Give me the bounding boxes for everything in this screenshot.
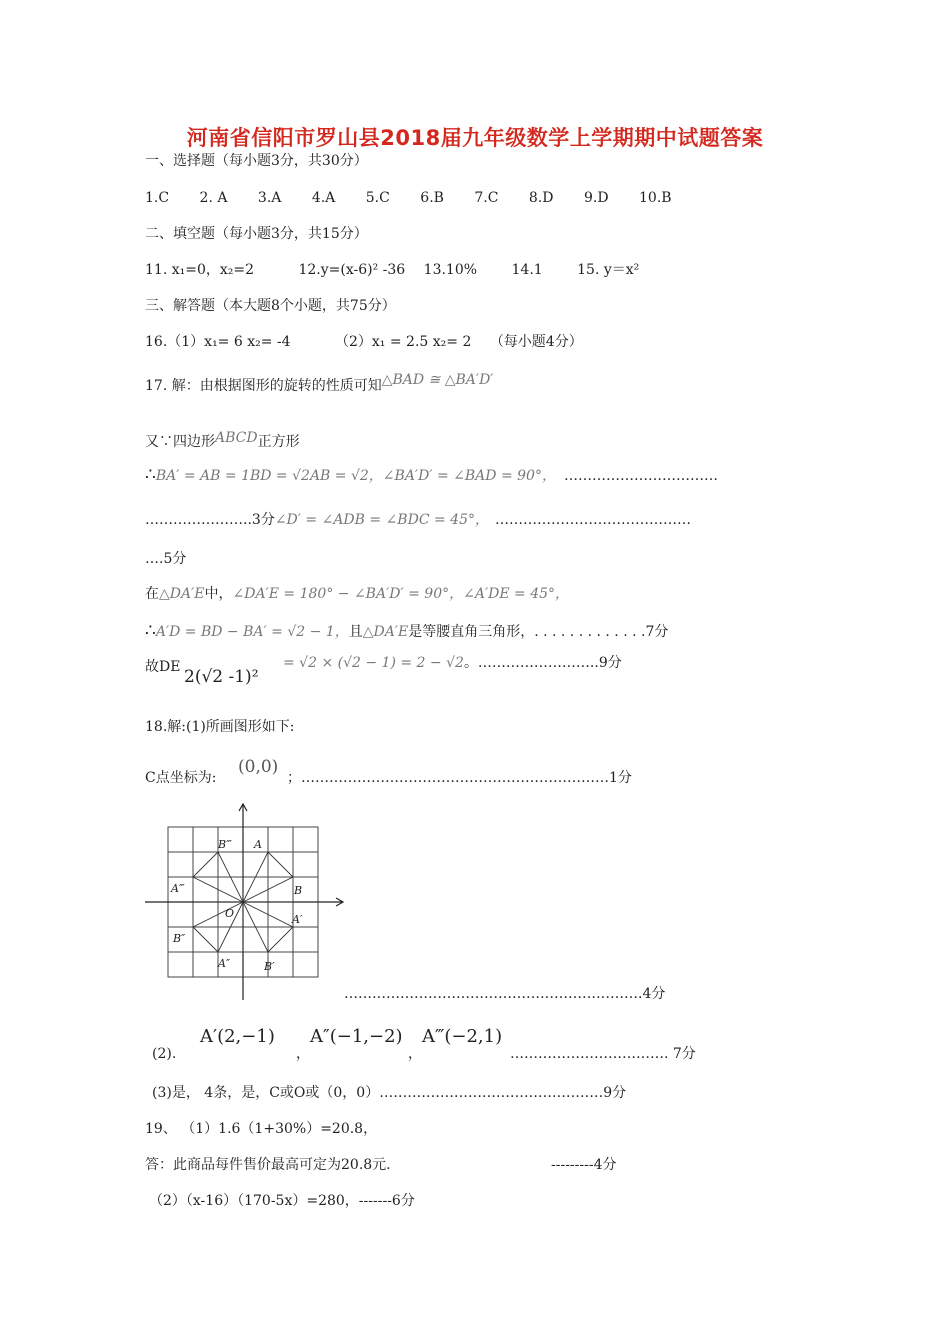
- answer-15: 15. y＝x²: [577, 262, 640, 278]
- q16-line: [145, 333, 583, 351]
- q17-score9: 。……………………..9分: [463, 655, 622, 671]
- label-A: A: [254, 838, 262, 851]
- q17-ad-eq: A′D = BD − BA′ = √2 − 1，: [155, 624, 349, 640]
- a-triple-prime-coord: A‴(−2,1): [422, 1026, 503, 1047]
- q17-triangle: △DA′E: [159, 586, 205, 602]
- q17-angle-eq: ∠DA′E = 180° − ∠BA′D′ = 90°，∠A′DE = 45°，: [232, 586, 570, 602]
- answer-7: 7.C: [474, 190, 499, 206]
- q19-answer: 答：此商品每件售价最高可定为20.8元.: [145, 1157, 391, 1173]
- label-A3: A‴: [171, 882, 185, 895]
- answer-4: 4.A: [311, 190, 336, 206]
- q17-post: 正方形: [257, 434, 300, 450]
- q18-part2-a2: [310, 1028, 403, 1047]
- q17-zhong: 中，: [204, 586, 233, 602]
- q17-isosceles: 是等腰直角三角形，. . . . . . . . . . . . .7分: [408, 624, 669, 640]
- q17-score3: 3分: [251, 512, 275, 528]
- q17-pre: 又∵四边形: [145, 434, 215, 450]
- q17-line7: [145, 622, 668, 641]
- q19-line3: （2）（x-16）（170-5x）=280，-------6分: [149, 1193, 415, 1209]
- q16-note: （每小题4分）: [489, 334, 583, 350]
- q19-line1: 19、 （1）1.6（1+30%）=20.8，: [145, 1121, 378, 1137]
- q17-dots3: ……………………………………: [494, 512, 691, 528]
- q17-line6: [145, 585, 569, 603]
- q18-part3: (3)是， 4条，是，C或O或（0，0）…………………………………………9分: [152, 1085, 627, 1101]
- answer-9: 9.D: [583, 190, 609, 206]
- q18-coord-value: [238, 758, 278, 777]
- a-prime-coord: A′(2,−1): [200, 1026, 275, 1047]
- q17-in: 在: [145, 586, 159, 602]
- q17-line5: ….5分: [145, 551, 187, 567]
- q17-equation: BA′ = AB = 1BD = √2AB = √2，∠BA′D′ = ∠BAD = 90°，: [155, 468, 556, 484]
- rotated-figures: [193, 852, 293, 952]
- label-B: B: [294, 884, 303, 897]
- q18-coord-line: [145, 769, 216, 787]
- therefore-symbol: ∴: [145, 465, 156, 485]
- q17-line4: [145, 511, 691, 529]
- q18-origin: (0,0): [238, 757, 279, 777]
- q19-line2: [145, 1156, 391, 1174]
- q17-angles: ∠D′ = ∠ADB = ∠BDC = 45°，: [274, 512, 489, 528]
- answer-5: 5.C: [365, 190, 390, 206]
- label-B2: B″: [173, 932, 186, 945]
- section3-heading: 三、解答题（本大题8个小题，共75分）: [145, 298, 396, 314]
- label-A1: A′: [292, 913, 303, 926]
- q17-line2: [145, 430, 300, 451]
- page-title: 河南省信阳市罗山县2018届九年级数学上学期期中试题答案: [186, 126, 764, 150]
- q17-line1: [145, 372, 494, 395]
- rotation-graph: [140, 802, 350, 1002]
- q17-and: 且: [348, 624, 363, 640]
- answer-2: 2. A: [199, 190, 228, 206]
- q17-de-expr: 2(√2 -1)²: [184, 667, 259, 687]
- q17-result: [283, 654, 622, 672]
- answer-12: 12.y=(x-6)² -36: [298, 262, 406, 278]
- q18-part2-a3: [422, 1028, 502, 1047]
- label-B1: B′: [264, 960, 275, 973]
- q18-graph-dots: ……………………………………………………….4分: [344, 986, 666, 1002]
- section2-heading: 二、填空题（每小题3分，共15分）: [145, 226, 368, 242]
- q17-line3: [145, 466, 718, 485]
- q17-de-value: = √2 × (√2 − 1) = 2 − √2: [283, 655, 464, 671]
- q18-sep1: ，: [296, 1046, 310, 1062]
- q17-congruence: △BAD ≅ △BA′D′: [381, 372, 494, 388]
- q17-text: 17. 解：由根据图形的旋转的性质可知: [145, 378, 382, 394]
- q17-de: 故DE: [145, 659, 181, 675]
- q18-part2-a1: [200, 1028, 275, 1047]
- answer-10: 10.B: [639, 190, 672, 206]
- q17-expr: [184, 668, 259, 687]
- q17-dots2: …………………..: [145, 512, 252, 528]
- q17-dots: ……………………………: [563, 468, 718, 484]
- answer-1: 1.C: [145, 190, 170, 206]
- answer-11: 11. x₁=0，x₂=2: [145, 262, 255, 278]
- q18-line1: 18.解:(1)所画图形如下:: [145, 719, 295, 735]
- q18-coord-dots: ；…………………………………………………………1分: [287, 770, 632, 786]
- label-B3: B‴: [218, 838, 232, 851]
- q16-part2: （2）x₁ = 2.5 x₂= 2: [335, 334, 472, 350]
- q18-coord-label: C点坐标为:: [145, 770, 217, 786]
- section1-answers: [145, 189, 672, 207]
- q19-score4: ---------4分: [551, 1157, 617, 1173]
- q18-sep2: ，: [408, 1046, 422, 1062]
- label-A2: A″: [218, 957, 231, 970]
- section2-answers: [145, 261, 639, 279]
- therefore-symbol2: ∴: [145, 621, 156, 641]
- q18-part2-label: (2).: [152, 1046, 177, 1062]
- answer-13: 13.10%: [423, 262, 478, 278]
- q18-part2-dots: ……………………………. 7分: [510, 1046, 696, 1062]
- q16-part1: 16.（1）x₁= 6 x₂= -4: [145, 334, 291, 350]
- a-double-prime-coord: A″(−1,−2): [310, 1026, 403, 1047]
- label-O: O: [225, 907, 235, 920]
- answer-3: 3.A: [257, 190, 282, 206]
- answer-8: 8.D: [528, 190, 554, 206]
- answer-14: 14.1: [511, 262, 543, 278]
- q17-line8: [145, 658, 180, 676]
- q17-triangle2: △DA′E: [362, 624, 409, 640]
- answer-6: 6.B: [420, 190, 444, 206]
- q17-square: ABCD: [215, 430, 258, 446]
- section1-heading: 一、选择题（每小题3分，共30分）: [145, 153, 368, 169]
